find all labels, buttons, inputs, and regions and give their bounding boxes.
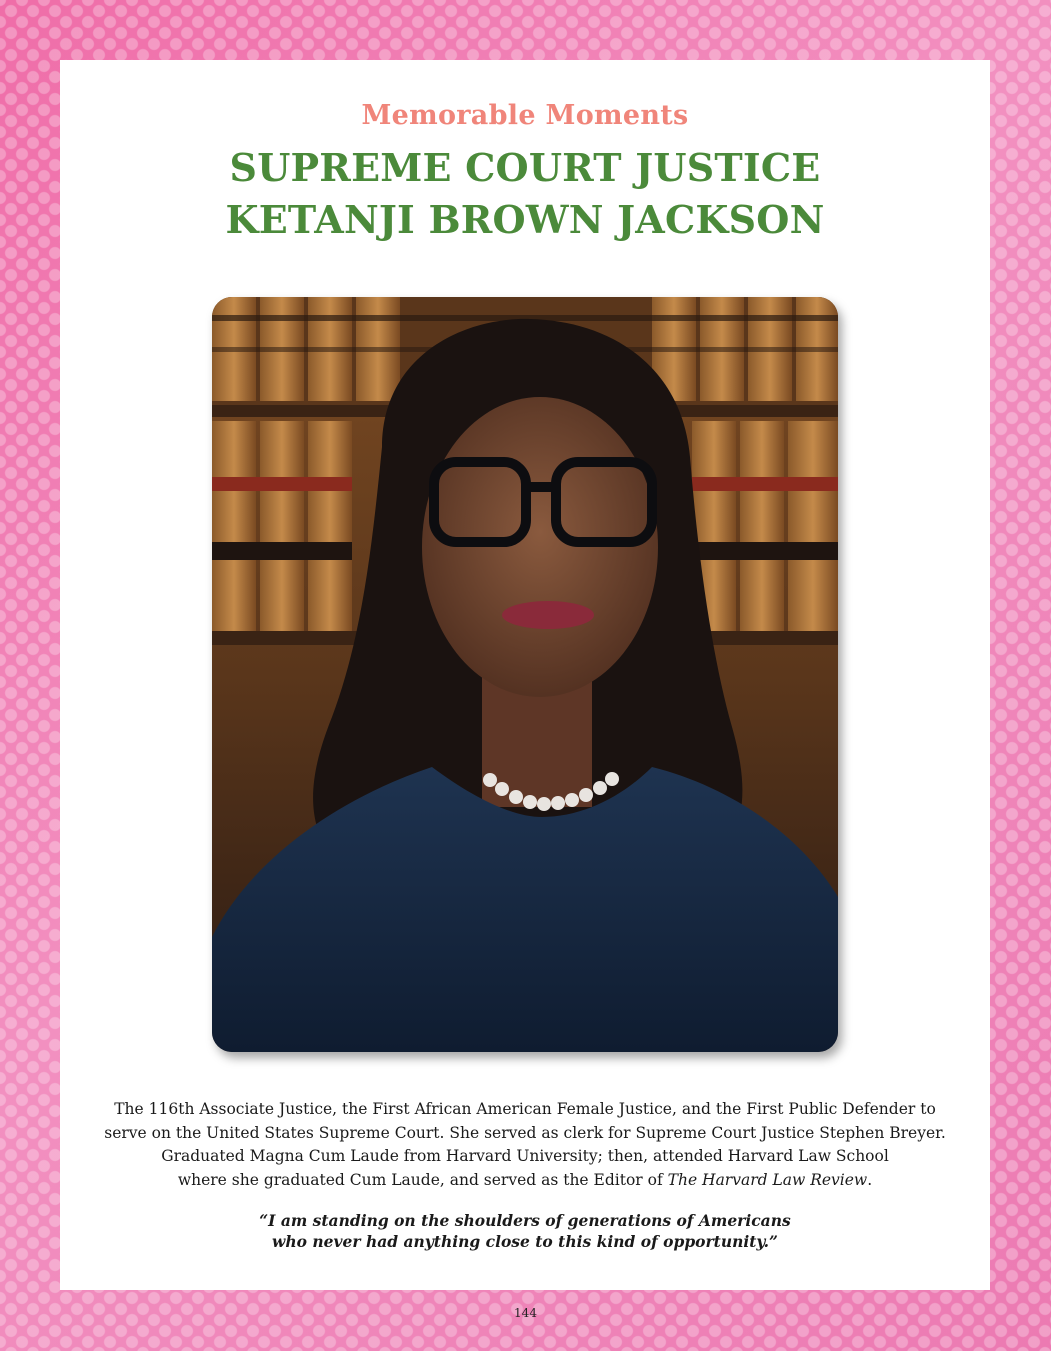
bio-line-4	[80, 1169, 970, 1193]
lips	[502, 601, 594, 629]
section-kicker: Memorable Moments	[361, 100, 689, 131]
bio-line-4-start: where she graduated Cum Laude, and served as the Editor of	[177, 1170, 668, 1189]
publication-title: The Harvard Law Review	[667, 1170, 868, 1189]
bio-line-4-end: .	[867, 1170, 873, 1189]
page-title	[60, 142, 990, 246]
page-number: 144	[514, 1306, 537, 1320]
quote-line-2: who never had anything close to this kind of opportunity.”	[272, 1232, 778, 1251]
bio-line-2: serve on the United States Supreme Court. She served as clerk for Supreme Court Justice Stephen Breyer.	[104, 1123, 946, 1142]
quote-line-1: “I am standing on the shoulders of generations of Americans	[259, 1211, 791, 1230]
title-line-1: SUPREME COURT JUSTICE	[229, 145, 821, 190]
portrait-photo	[212, 297, 838, 1052]
bio-line-3: Graduated Magna Cum Laude from Harvard University; then, attended Harvard Law School	[161, 1147, 889, 1165]
portrait-illustration	[212, 297, 838, 1052]
bio-line-1: The 116th Associate Justice, the First African American Female Justice, and the First Public Defender to	[114, 1100, 936, 1118]
page-panel	[60, 60, 990, 1290]
biography-text	[80, 1098, 970, 1192]
title-line-2: KETANJI BROWN JACKSON	[225, 197, 825, 242]
quote-block	[80, 1210, 970, 1252]
